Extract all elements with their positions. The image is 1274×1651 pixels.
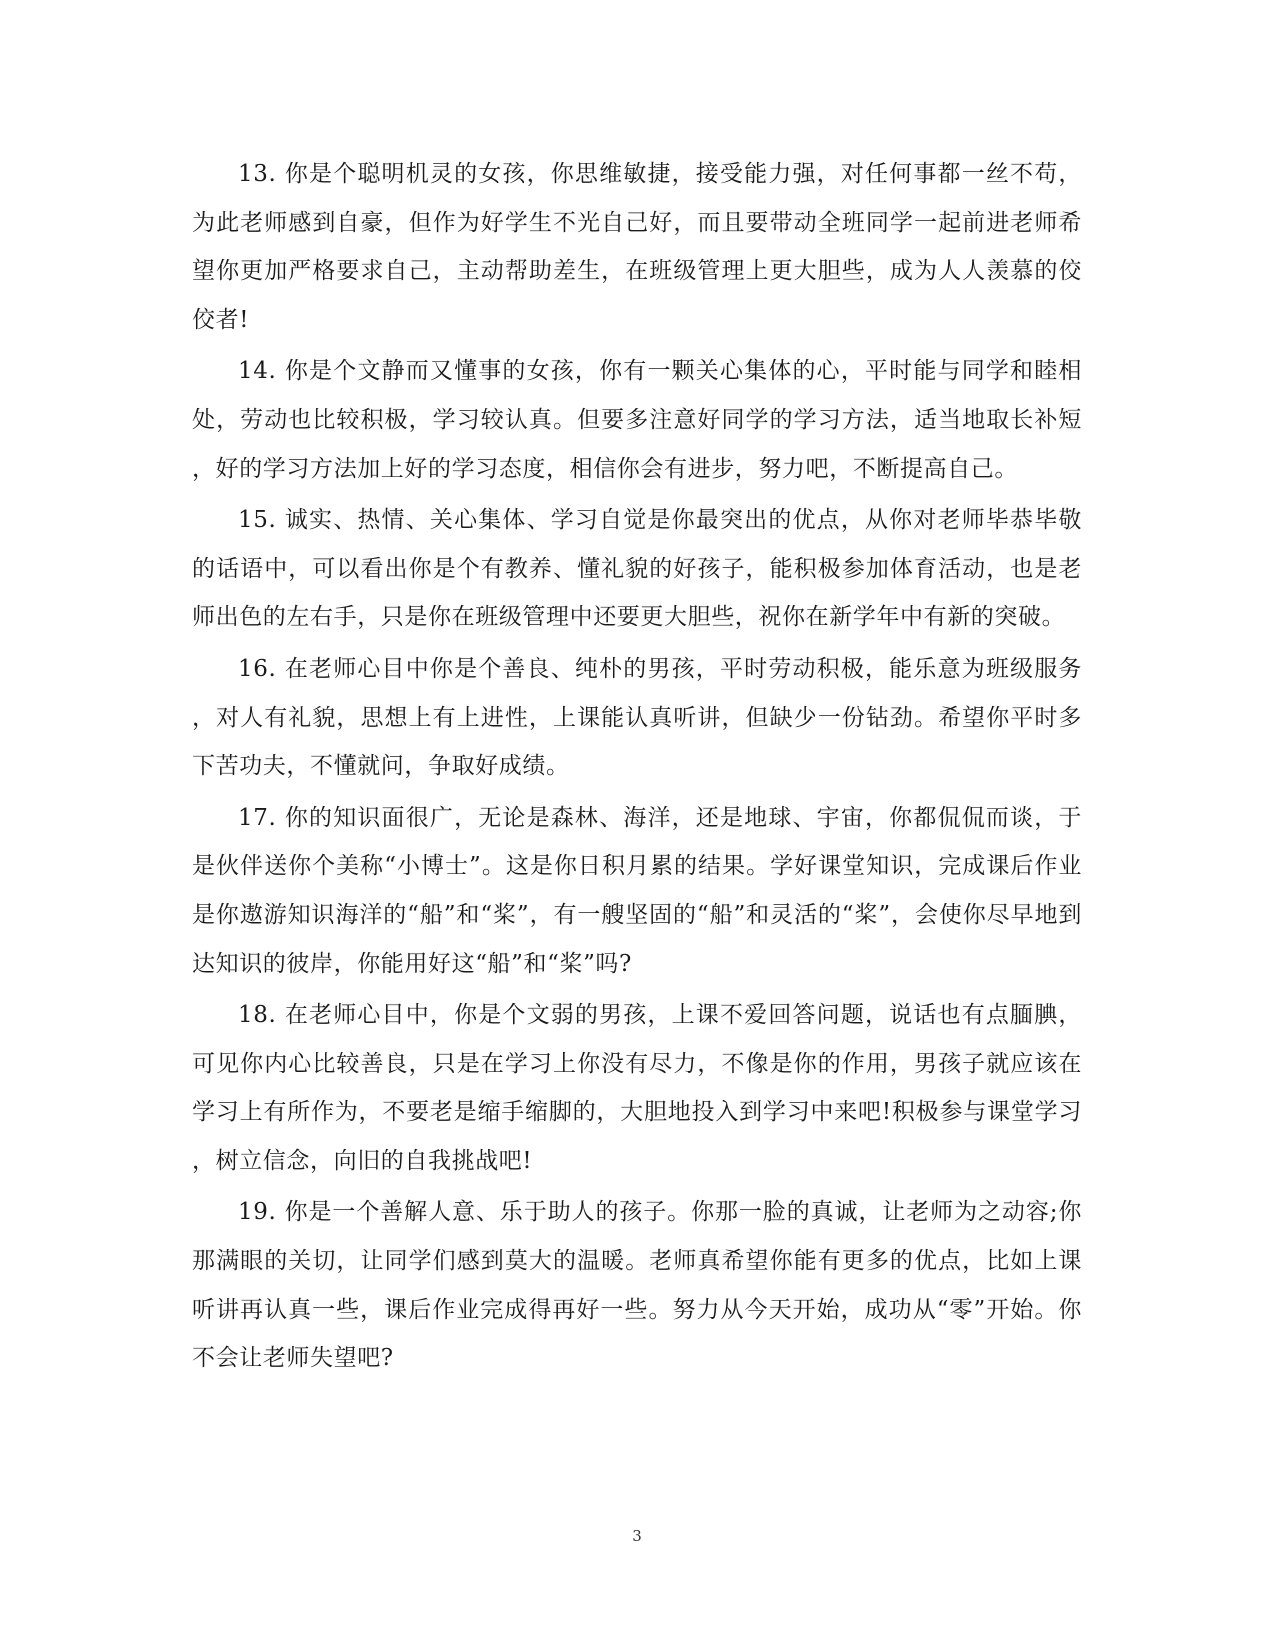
page-number: 3	[632, 1527, 642, 1545]
comment-paragraph-16: 16. 在老师心目中你是个善良、纯朴的男孩，平时劳动积极，能乐意为班级服务，对人有礼貌，思想上有上进性，上课能认真听讲，但缺少一份钻劲。希望你平时多下苦功夫，不懂就问，争取好成绩。	[192, 655, 1082, 780]
document-body	[192, 150, 1082, 1386]
comment-paragraph-17: 17. 你的知识面很广，无论是森林、海洋，还是地球、宇宙，你都侃侃而谈，于是伙伴送你个美称“小博士”。这是你日积月累的结果。学好课堂知识，完成课后作业是你遨游知识海洋的“船”和“桨”，有一艘坚固的“船”和灵活的“桨”，会使你尽早地到达知识的彼岸，你能用好这“船”和“桨”吗?	[192, 804, 1082, 977]
comment-paragraph-14: 14. 你是个文静而又懂事的女孩，你有一颗关心集体的心，平时能与同学和睦相处，劳动也比较积极，学习较认真。但要多注意好同学的学习方法，适当地取长补短，好的学习方法加上好的学习态度，相信你会有进步，努力吧，不断提高自己。	[192, 358, 1082, 482]
comment-paragraph-18: 18. 在老师心目中，你是个文弱的男孩，上课不爱回答问题，说话也有点腼腆，可见你内心比较善良，只是在学习上你没有尽力，不像是你的作用，男孩子就应该在学习上有所作为，不要老是缩手缩脚的，大胆地投入到学习中来吧!积极参与课堂学习，树立信念，向旧的自我挑战吧!	[192, 1002, 1082, 1174]
comment-paragraph-19: 19. 你是一个善解人意、乐于助人的孩子。你那一脸的真诚，让老师为之动容;你那满眼的关切，让同学们感到莫大的温暖。老师真希望你能有更多的优点，比如上课听讲再认真一些，课后作业完成得再好一些。努力从今天开始，成功从“零”开始。你不会让老师失望吧?	[192, 1199, 1082, 1372]
comment-paragraph-13: 13. 你是个聪明机灵的女孩，你思维敏捷，接受能力强，对任何事都一丝不苟，为此老师感到自豪，但作为好学生不光自己好，而且要带动全班同学一起前进老师希望你更加严格要求自己，主动帮助差生，在班级管理上更大胆些，成为人人羡慕的佼佼者!	[192, 161, 1082, 333]
comment-paragraph-15: 15. 诚实、热情、关心集体、学习自觉是你最突出的优点，从你对老师毕恭毕敬的话语中，可以看出你是个有教养、懂礼貌的好孩子，能积极参加体育活动，也是老师出色的左右手，只是你在班级管理中还要更大胆些，祝你在新学年中有新的突破。	[192, 507, 1082, 631]
